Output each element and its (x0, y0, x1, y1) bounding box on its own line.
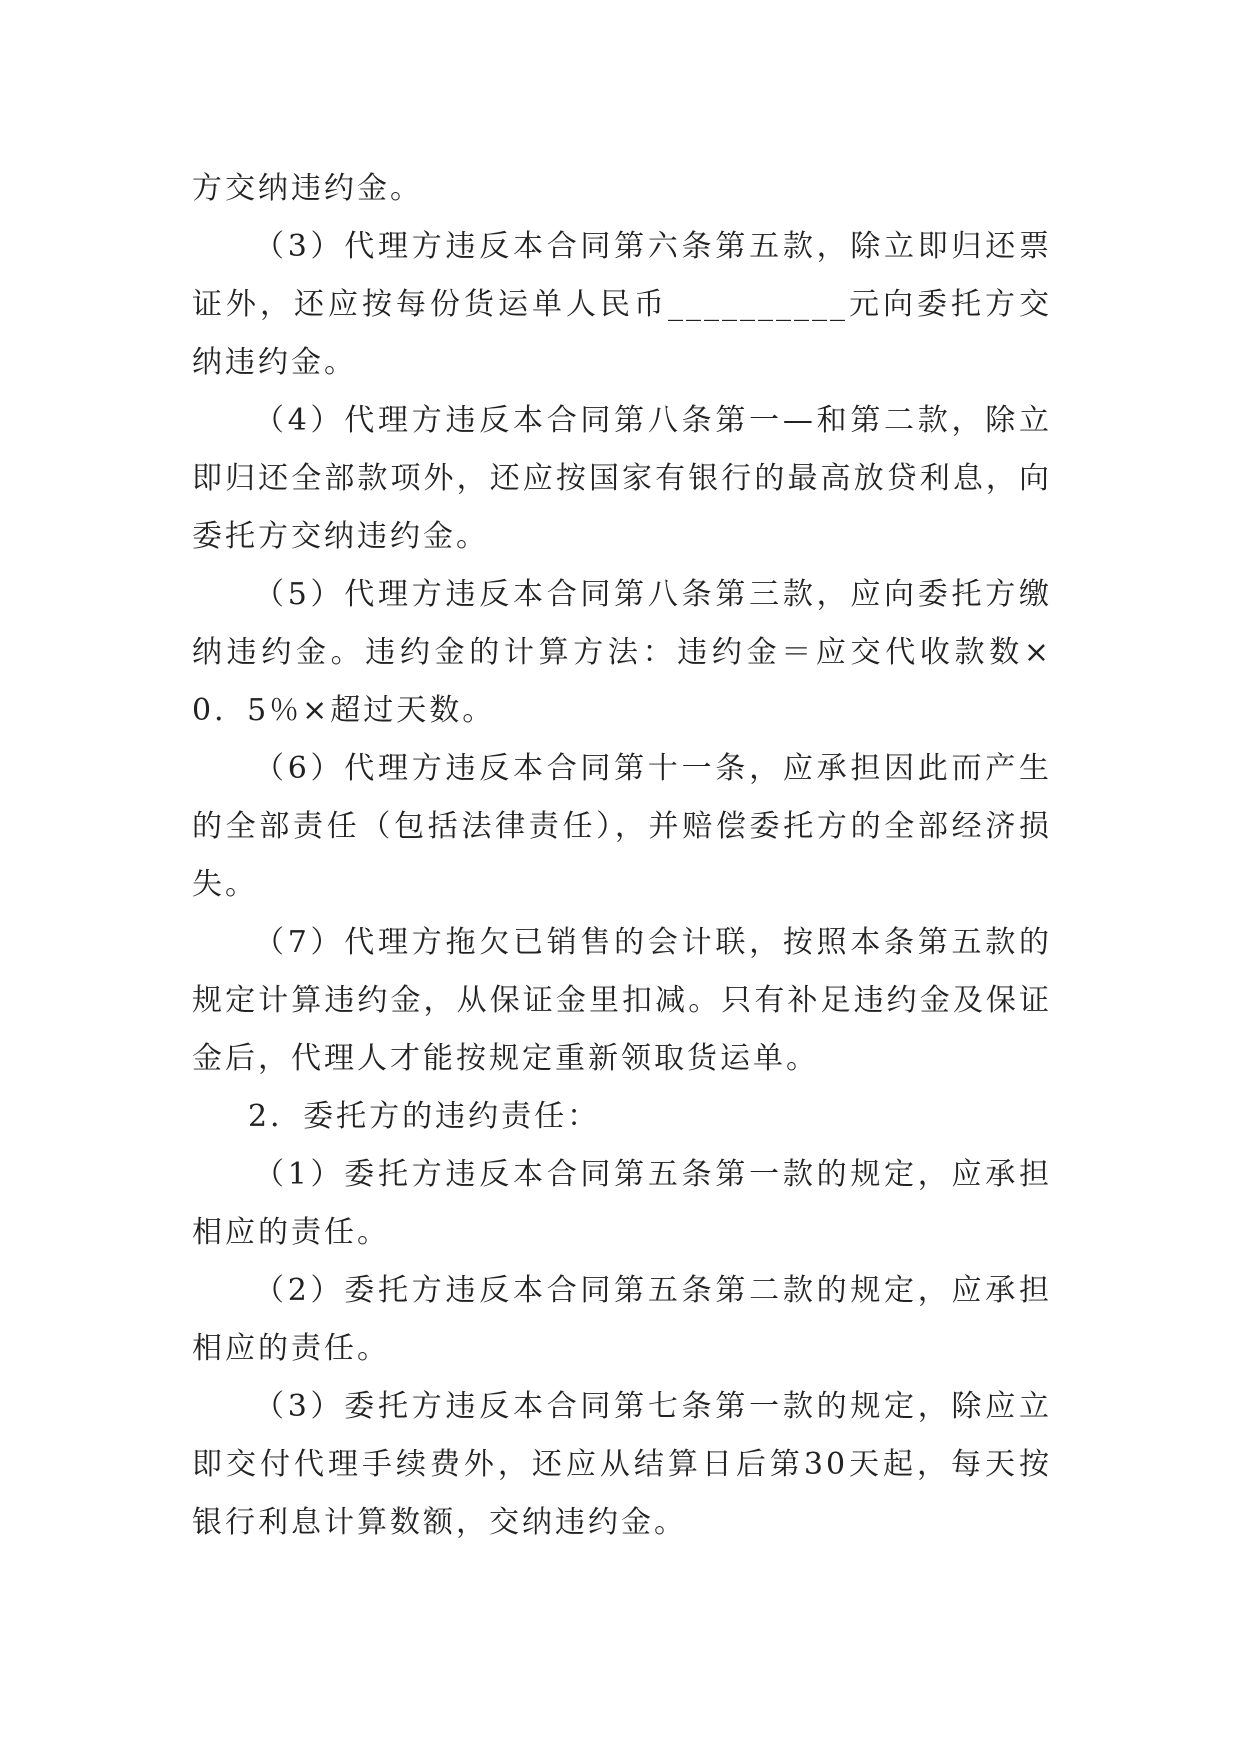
amount-blank: __________ (668, 287, 848, 322)
paragraph-item-3-agent (192, 218, 1052, 392)
paragraph-text-after-blank: 元向委托方交纳违约金。 (192, 287, 1052, 380)
paragraph-item-4-agent: （4）代理方违反本合同第八条第一—和第二款，除立即归还全部款项外，还应按国家有银行的最高放贷利息，向委托方交纳违约金。 (192, 403, 1052, 554)
paragraph-item-2-client: （2）委托方违反本合同第五条第二款的规定，应承担相应的责任。 (192, 1273, 1052, 1366)
paragraph-text-before-blank: （3）代理方违反本合同第六条第五款，除立即归还票证外，还应按每份货运单人民币 (192, 229, 1052, 322)
paragraph-item-7-agent: （7）代理方拖欠已销售的会计联，按照本条第五款的规定计算违约金，从保证金里扣减。只有补足违约金及保证金后，代理人才能按规定重新领取货运单。 (192, 925, 1052, 1076)
paragraph-item-5-agent: （5）代理方违反本合同第八条第三款，应向委托方缴纳违约金。违约金的计算方法：违约金＝应交代收款数×0．5％×超过天数。 (192, 577, 1052, 728)
paragraph-item-3-client: （3）委托方违反本合同第七条第一款的规定，除应立即交付代理手续费外，还应从结算日后第30天起，每天按银行利息计算数额，交纳违约金。 (192, 1389, 1052, 1540)
section-heading-client-liability: 2．委托方的违约责任： (248, 1099, 601, 1134)
paragraph-item-1-client: （1）委托方违反本合同第五条第一款的规定，应承担相应的责任。 (192, 1157, 1052, 1250)
paragraph-item-6-agent: （6）代理方违反本合同第十一条，应承担因此而产生的全部责任（包括法律责任），并赔偿委托方的全部经济损失。 (192, 751, 1052, 902)
document-body (192, 160, 1052, 1552)
paragraph-continuation: 方交纳违约金。 (192, 171, 423, 206)
